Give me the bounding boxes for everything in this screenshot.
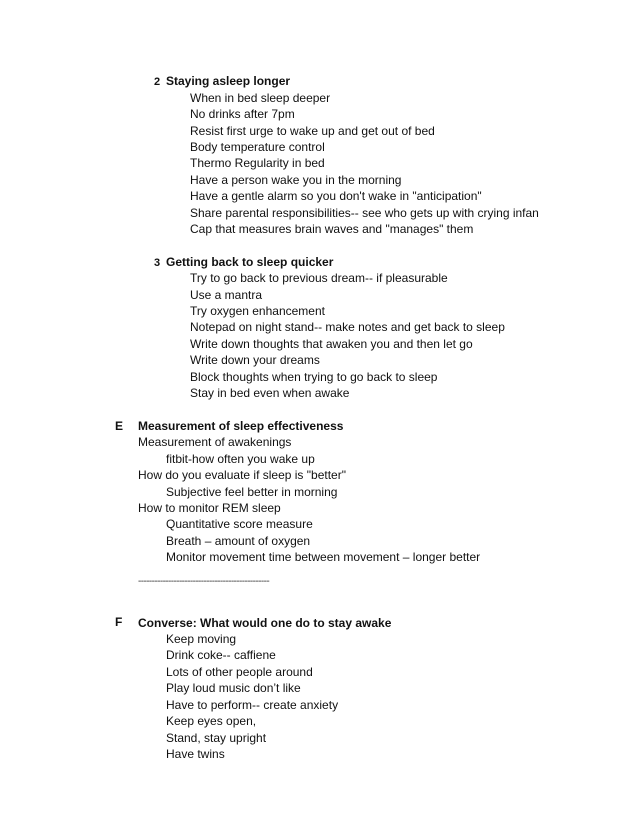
section-2-heading: Staying asleep longer [166, 74, 291, 88]
section-3-item: Write down thoughts that awaken you and then let go [190, 337, 473, 351]
section-f-item: Stand, stay upright [166, 731, 267, 745]
section-f-item: Keep eyes open, [166, 714, 257, 728]
section-3-item: Use a mantra [190, 288, 263, 302]
section-2-item: Body temperature control [190, 140, 325, 154]
section-f-item: Keep moving [166, 632, 237, 646]
separator-dashes: ------------------------------------------------ [138, 576, 270, 587]
section-e-line: Breath – amount of oxygen [166, 534, 311, 548]
section-3-item: Try oxygen enhancement [190, 304, 325, 318]
section-f-item: Play loud music don’t like [166, 681, 301, 695]
section-e-letter: E [115, 419, 124, 433]
section-2-item: Have a person wake you in the morning [190, 173, 402, 187]
section-3-item: Stay in bed even when awake [190, 386, 350, 400]
section-e-line: Monitor movement time between movement – longer better [166, 550, 481, 564]
section-3-item: Block thoughts when trying to go back to sleep [190, 370, 438, 384]
section-f-letter: F [115, 615, 123, 629]
section-2-item: Thermo Regularity in bed [190, 156, 325, 170]
section-e-line: Measurement of awakenings [138, 435, 292, 449]
section-2-item: Resist first urge to wake up and get out of bed [190, 124, 435, 138]
section-2-item: No drinks after 7pm [190, 107, 295, 121]
section-f-heading: Converse: What would one do to stay awake [138, 616, 392, 630]
section-f-item: Drink coke-- caffiene [166, 648, 276, 662]
section-f-item: Lots of other people around [166, 665, 313, 679]
section-e-line: How do you evaluate if sleep is "better" [138, 468, 346, 482]
section-e-line: How to monitor REM sleep [138, 501, 281, 515]
section-e-heading: Measurement of sleep effectiveness [138, 419, 344, 433]
section-3-item: Write down your dreams [190, 353, 320, 367]
section-2-number: 2 [154, 76, 161, 88]
section-2-item: Cap that measures brain waves and "manages" them [190, 222, 474, 236]
section-f-item: Have twins [166, 747, 225, 761]
section-e-line: Subjective feel better in morning [166, 485, 338, 499]
section-e-line: Quantitative score measure [166, 517, 313, 531]
section-3-item: Try to go back to previous dream-- if pleasurable [190, 271, 448, 285]
section-2-item: When in bed sleep deeper [190, 91, 331, 105]
section-3-heading: Getting back to sleep quicker [166, 255, 334, 269]
section-f-item: Have to perform-- create anxiety [166, 698, 339, 712]
section-3-number: 3 [154, 257, 161, 269]
section-2-item: Have a gentle alarm so you don't wake in "anticipation" [190, 189, 482, 203]
section-e-line: fitbit-how often you wake up [166, 452, 315, 466]
section-3-item: Notepad on night stand-- make notes and get back to sleep [190, 320, 505, 334]
section-2-item: Share parental responsibilities-- see who gets up with crying infan [190, 206, 539, 220]
